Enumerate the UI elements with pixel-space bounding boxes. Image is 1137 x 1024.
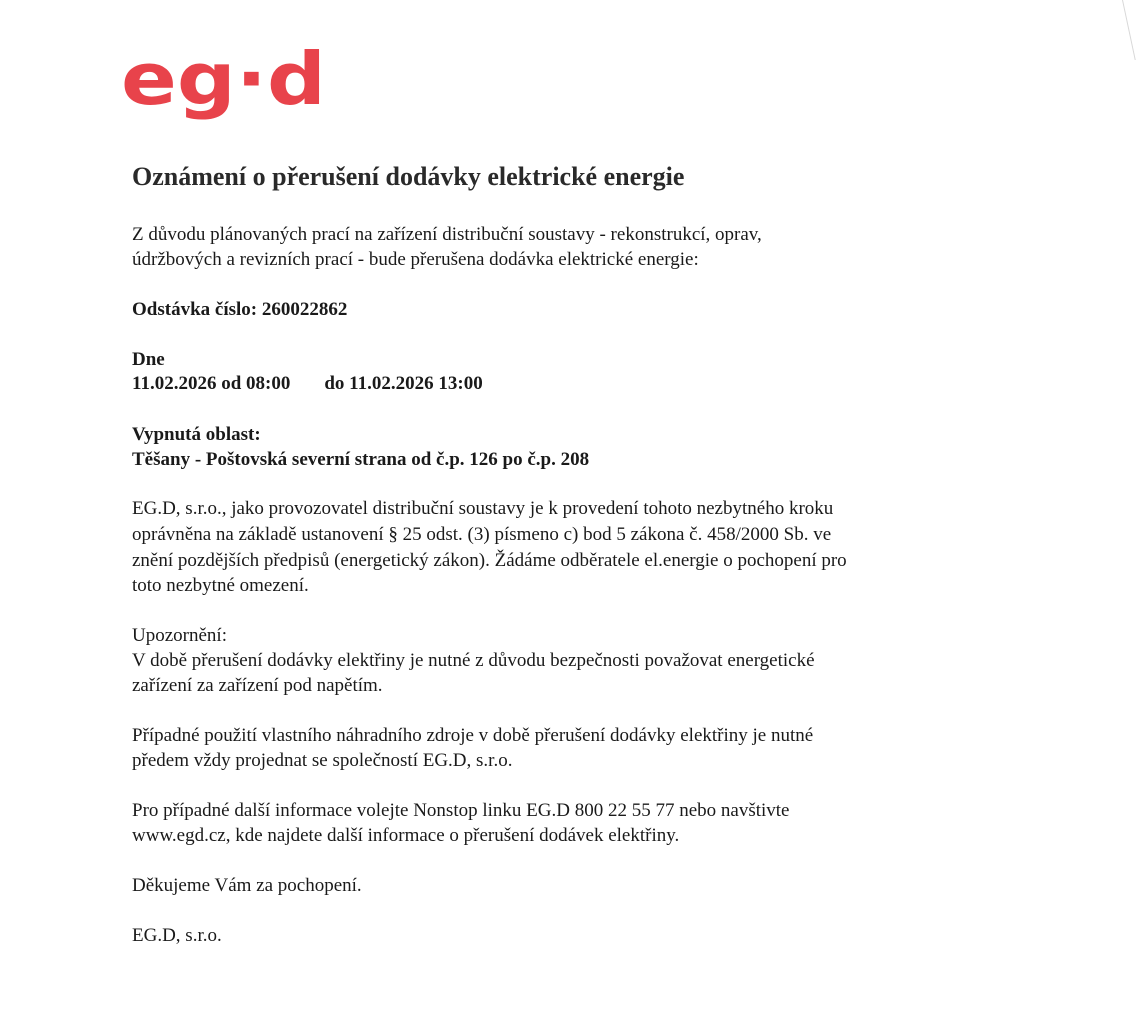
area-value: Těšany - Poštovská severní strana od č.p. 126 po č.p. 208 <box>132 449 590 470</box>
backup-line-1: Případné použití vlastního náhradního zdroje v době přerušení dodávky elektřiny je nutné <box>132 725 814 746</box>
egd-logo-text: eg·d <box>121 40 326 121</box>
legal-line-2: oprávněna na základě ustanovení § 25 odst. (3) písmeno c) bod 5 zákona č. 458/2000 Sb. ve <box>132 524 832 545</box>
thanks-text: Děkujeme Vám za pochopení. <box>132 875 362 896</box>
document-title: Oznámení o přerušení dodávky elektrické energie <box>132 162 685 191</box>
warning-line-2: zařízení za zařízení pod napětím. <box>132 675 383 696</box>
info-line-2: www.egd.cz, kde najdete další informace o přerušení dodávek elektřiny. <box>132 825 680 846</box>
legal-line-3: znění pozdějších předpisů (energetický zákon). Žádáme odběratele el.energie o pochopení pro <box>132 550 847 571</box>
outage-number: Odstávka číslo: 260022862 <box>132 299 348 320</box>
signature: EG.D, s.r.o. <box>132 925 222 946</box>
scan-edge <box>1122 0 1137 60</box>
warning-label: Upozornění: <box>132 625 227 646</box>
date-to: do 11.02.2026 13:00 <box>324 373 483 394</box>
intro-line-1: Z důvodu plánovaných prací na zařízení distribuční soustavy - rekonstrukcí, oprav, <box>132 224 762 245</box>
legal-line-1: EG.D, s.r.o., jako provozovatel distribuční soustavy je k provedení tohoto nezbytného kroku <box>132 498 834 519</box>
intro-line-2: údržbových a revizních prací - bude přerušena dodávka elektrické energie: <box>132 249 699 270</box>
egd-logo <box>121 40 326 124</box>
warning-line-1: V době přerušení dodávky elektřiny je nutné z důvodu bezpečnosti považovat energetické <box>132 650 815 671</box>
legal-line-4: toto nezbytné omezení. <box>132 575 309 596</box>
date-from: 11.02.2026 od 08:00 <box>132 373 291 394</box>
date-range <box>132 371 483 396</box>
date-label: Dne <box>132 349 165 370</box>
backup-line-2: předem vždy projednat se společností EG.D, s.r.o. <box>132 750 513 771</box>
info-line-1: Pro případné další informace volejte Nonstop linku EG.D 800 22 55 77 nebo navštivte <box>132 800 790 821</box>
area-label: Vypnutá oblast: <box>132 424 261 445</box>
